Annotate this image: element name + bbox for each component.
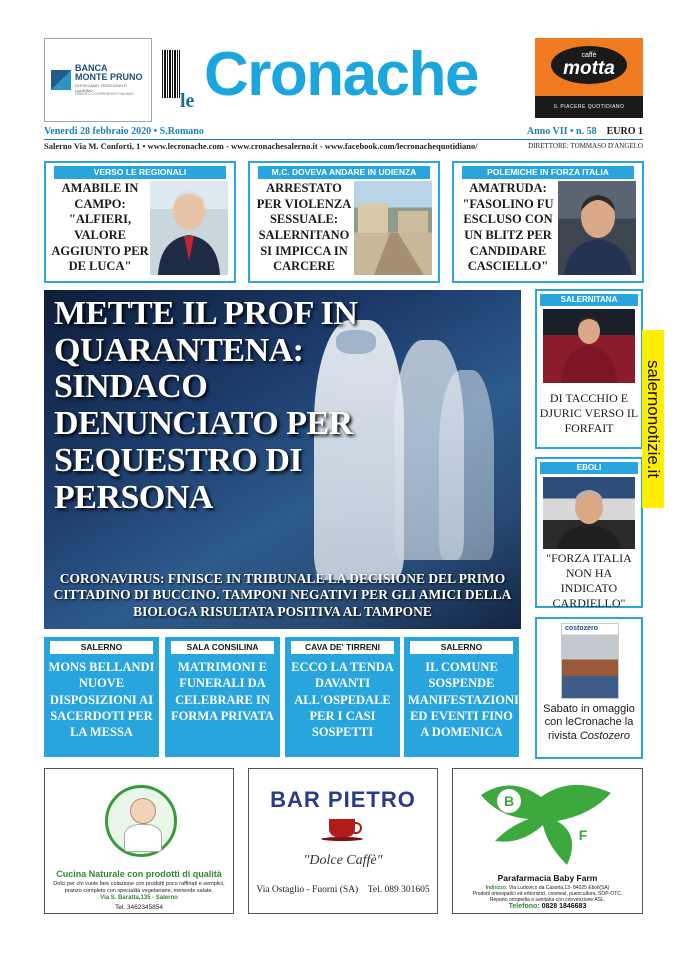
advert-title: Cucina Naturale con prodotti di qualità — [56, 869, 222, 879]
dateline — [44, 126, 643, 140]
teaser-photo — [558, 181, 636, 275]
bottom-teaser-kicker: SALA CONSILINA — [171, 641, 274, 654]
bottom-teaser[interactable] — [165, 637, 280, 757]
advert-title: BAR PIETRO — [270, 787, 416, 812]
address-value: Via Ludovico da Casoria,13- 84025 Eboli(SA) — [508, 885, 610, 891]
logo-letter-b: B — [503, 793, 515, 809]
watermark-tag — [642, 330, 664, 508]
advert-phone — [453, 903, 642, 910]
teaser-kicker: M.C. DOVEVA ANDARE IN UDIENZA — [258, 166, 430, 179]
bank-logo-icon — [51, 70, 71, 90]
date-text: Venerdì 28 febbraio 2020 — [44, 126, 152, 137]
motta-advert[interactable] — [535, 38, 643, 118]
sidebar-kicker: EBOLI — [540, 462, 638, 474]
main-headline[interactable]: METTE IL PROF IN QUARANTENA: SINDACO DENUNCIATO PER SEQUESTRO DI PERSONA — [54, 295, 358, 516]
hazmat-figure — [439, 370, 494, 560]
chef-face — [130, 798, 156, 824]
bottom-teaser-headline[interactable]: MONS BELLANDI NUOVE DISPOSIZIONI AI SACERDOTI PER LA MESSA — [48, 660, 155, 739]
advert-contact — [253, 885, 433, 895]
politician-photo — [543, 477, 635, 549]
motta-brand-label: motta — [563, 58, 615, 79]
teaser-photo — [150, 181, 228, 275]
main-story[interactable] — [44, 290, 521, 629]
bottom-teaser[interactable] — [285, 637, 400, 757]
bank-advert-text — [75, 64, 145, 97]
issue-date: Venerdì 28 febbraio 2020 • S.Romano — [44, 126, 204, 137]
bottom-teaser-headline[interactable]: MATRIMONI E FUNERALI DA CELEBRARE IN FORMA PRIVATA — [170, 660, 275, 723]
contact-line — [44, 141, 643, 151]
bottom-teaser-kicker: SALERNO — [50, 641, 153, 654]
contact-text[interactable]: Salerno Via M. Conforti, 1 • www.lecronache.com - www.cronachesalerno.it - www.facebook.com/lecronachequotidiano/ — [44, 141, 478, 151]
teaser-photo — [354, 181, 432, 275]
bottom-teaser-headline[interactable]: ECCO LA TENDA DAVANTI ALL'OSPEDALE PER I CASI SOSPETTI — [291, 660, 394, 739]
sidebar-costozero[interactable] — [535, 617, 643, 759]
advert-title: Parafarmacia Baby Farm — [497, 873, 598, 883]
advert-services: Prodotti omeopatici ed erboristici, cosmesi, puericultura, SOP-OTC. — [472, 891, 623, 897]
edition-info — [527, 126, 643, 137]
advert-services-2: Reparto ortopedia e sanitaria con convenzione ASL. — [489, 897, 606, 903]
sidebar-headline[interactable]: DI TACCHIO E DJURIC VERSO IL FORFAIT — [539, 391, 639, 435]
chef-body — [124, 824, 162, 852]
motta-slogan: IL PIACERE QUOTIDIANO — [535, 96, 643, 118]
magazine-promo — [539, 703, 639, 743]
director-credit: DIRETTORE: TOMMASO D'ANGELO — [528, 142, 643, 150]
phone-label: Telefono: — [508, 903, 540, 910]
chef-illustration-icon — [105, 785, 177, 857]
teaser-regionali[interactable] — [44, 161, 236, 283]
teaser-kicker: VERSO LE REGIONALI — [54, 166, 226, 179]
advert-bar-pietro[interactable] — [248, 768, 438, 914]
magazine-name: Costozero — [579, 729, 630, 742]
bank-advert[interactable] — [44, 38, 152, 122]
footballer-photo — [543, 309, 635, 383]
sidebar-eboli[interactable] — [535, 457, 643, 608]
advert-elsa[interactable] — [44, 768, 234, 914]
advert-baby-farm[interactable] — [452, 768, 643, 914]
main-subheadline: CORONAVIRUS: FINISCE IN TRIBUNALE LA DECISIONE DEL PRIMO CITTADINO DI BUCCINO. TAMPONI NEGATIVI PER GLI AMICI DELLA BIOLOGA RISULTATA POSITIVA AL TAMPONE — [53, 571, 512, 619]
magazine-cover — [561, 623, 619, 699]
newspaper-logo[interactable]: Cronache — [204, 40, 478, 109]
magazine-cover-title: costozero — [565, 625, 599, 632]
address-label: Indirizzo: — [485, 885, 508, 891]
bottom-teaser-kicker: CAVA DE' TIRRENI — [291, 641, 394, 654]
advert-phone: Tel. 3462345854 — [114, 904, 164, 911]
advert-description: Dolci per chi vuole fare colazione con prodotti poco raffinati e semplici, pranzo completo con specialità vegetariane, merende salate. — [53, 881, 225, 894]
teaser-headline[interactable]: AMATRUDA: "FASOLINO FU ESCLUSO CON UN BLITZ PER CANDIDARE CASCIELLO" — [462, 181, 554, 274]
price: EURO 1 — [606, 126, 643, 137]
advert-address: Via Ostaglio - Fuorni (SA) — [256, 885, 359, 895]
bank-name-line3: DI FISCIANO, ROSCIGNO E LAURINO — [75, 83, 127, 93]
teaser-kicker: POLEMICHE IN FORZA ITALIA — [462, 166, 634, 179]
advert-slogan: "Dolce Caffè" — [303, 853, 383, 868]
logo-prefix: le — [180, 90, 195, 112]
advert-address: Via S. Baratta,135 - Salerno — [100, 895, 178, 901]
bottom-teaser-kicker: SALERNO — [410, 641, 513, 654]
teaser-headline[interactable]: AMABILE IN CAMPO: "ALFIERI, VALORE AGGIUNTO PER DE LUCA" — [51, 181, 149, 274]
sidebar-headline[interactable]: "FORZA ITALIA NON HA INDICATO CARDIELLO" — [546, 551, 632, 610]
watermark-text: salernonotizie.it — [644, 359, 663, 479]
sidebar-salernitana[interactable] — [535, 289, 643, 449]
masthead-divider — [44, 139, 643, 140]
advert-phone: Tel. 089 301605 — [367, 885, 430, 895]
teaser-forza-italia[interactable] — [452, 161, 644, 283]
bank-name-line1: BANCA — [75, 62, 108, 73]
bottom-teaser[interactable] — [44, 637, 159, 757]
teaser-udienza[interactable] — [248, 161, 440, 283]
sidebar-kicker: SALERNITANA — [540, 294, 638, 306]
bottom-teaser[interactable] — [404, 637, 519, 757]
baby-farm-logo-icon — [471, 775, 621, 871]
logo-letter-f: F — [578, 827, 588, 843]
edition-number: Anno VII • n. 58 — [526, 126, 597, 137]
bank-name-line4: CREDITO COOPERATIVO ITALIANO — [75, 91, 134, 96]
magazine-promo-text: Sabato in omaggio con leCronache la rivista — [543, 703, 635, 742]
saucer-icon — [321, 837, 363, 841]
teaser-headline[interactable]: ARRESTATO PER VIOLENZA SESSUALE: SALERNITANO SI IMPICCA IN CARCERE — [256, 181, 352, 274]
barcode-icon — [162, 50, 180, 98]
saint-of-day: S.Romano — [159, 126, 204, 137]
coffee-cup-icon — [329, 819, 355, 837]
bottom-teaser-headline[interactable]: IL COMUNE SOSPENDE MANIFESTAZIONI ED EVENTI FINO A DOMENICA — [408, 660, 519, 739]
phone-value: 0828 1846683 — [541, 903, 587, 910]
bank-name-line2: MONTE PRUNO — [75, 71, 143, 82]
motta-logo — [551, 46, 627, 84]
motta-caffe-label: caffè — [581, 52, 597, 59]
